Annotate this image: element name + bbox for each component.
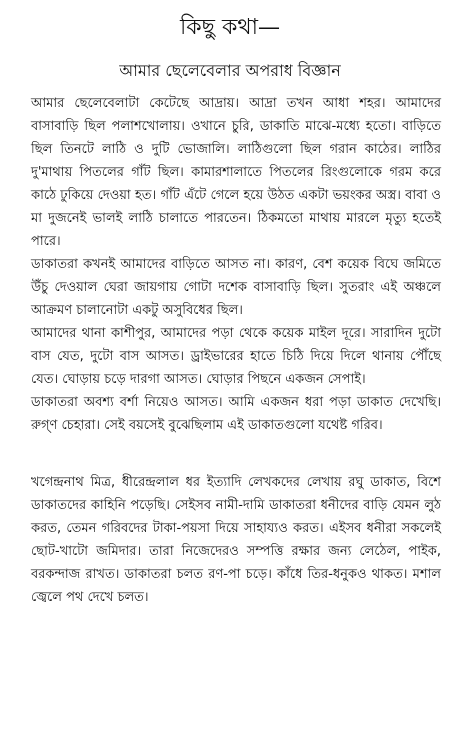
paragraph: ডাকাতরা কখনই আমাদের বাড়িতে আসত না। কারণ, বেশ কয়েক বিঘে জমিতে উঁচু দেওয়াল ঘেরা জায়গায় গোটা দশেক বাসাবাড়ি ছিল। সুতরাং এই অঞ্চলে আক্রমণ চালানোটা একটু অসুবিধের ছিল। (31, 257, 441, 318)
page-title: কিছু কথা— (179, 15, 281, 40)
paragraph: খগেন্দ্রনাথ মিত্র, ধীরেন্দ্রলাল ধর ইত্যাদি লেখকদের লেখায় রঘু ডাকাত, বিশে ডাকাতদের কাহিনি পড়েছি। সেইসব নামী-দামি ডাকাতরা ধনীদের বাড়ি যেমন লুঠ করত, তেমন গরিবদের টাকা-পয়সা দিয়ে সাহায্যও করত। এইসব ধনীরা সকলেই ছোট-খাটো জমিদার। তারা নিজেদেরও সম্পত্তি রক্ষার জন্য লেঠেল, পাইক, বরকন্দাজ রাখত। ডাকাতরা চলত রণ-পা চড়ে। কাঁধে তির-ধনুকও থাকত। মশাল জ্বেলে পথ দেখে চলত। (31, 475, 441, 605)
paragraph: আমাদের থানা কাশীপুর, আমাদের পড়া থেকে কয়েক মাইল দূরে। সারাদিন দুটো বাস যেত, দুটো বাস আসত। ড্রাইভারের হাতে চিঠি দিয়ে দিলে থানায় পৌঁছে যেত। ঘোড়ায় চড়ে দারগা আসত। ঘোড়ার পিছনে একজন সেপাই। (31, 326, 441, 387)
body-text (31, 92, 441, 609)
paragraph: ডাকাতরা অবশ্য বর্শা নিয়েও আসত। আমি একজন ধরা পড়া ডাকাত দেখেছি। রুগ্ণ চেহারা। সেই বয়সেই বুঝেছিলাম এই ডাকাতগুলো যথেষ্ট গরিব। (31, 395, 441, 433)
paragraph: আমার ছেলেবেলাটা কেটেছে আদ্রায়। আদ্রা তখন আধা শহর। আমাদের বাসাবাড়ি ছিল পলাশখোলায়। ওখানে চুরি, ডাকাতি মাঝে-মধ্যে হতো। বাড়িতে ছিল তিনটে লাঠি ও দুটি ভোজালি। লাঠিগুলো ছিল গরান কাঠের। লাঠির দু'মাথায় পিতলের গাঁট ছিল। কামারশালাতে পিতলের রিংগুলোকে গরম করে কাঠে ঢুকিয়ে দেওয়া হত। গাঁট এঁটে গেলে হয়ে উঠত একটা ভয়ংকর অস্ত্র। বাবা ও মা দুজনেই ভালই লাঠি চালাতে পারতেন। ঠিকমতো মাথায় মারলে মৃত্যু হতেই পারে। (31, 96, 441, 249)
page-subtitle: আমার ছেলেবেলার অপরাধ বিজ্ঞান (119, 61, 341, 80)
